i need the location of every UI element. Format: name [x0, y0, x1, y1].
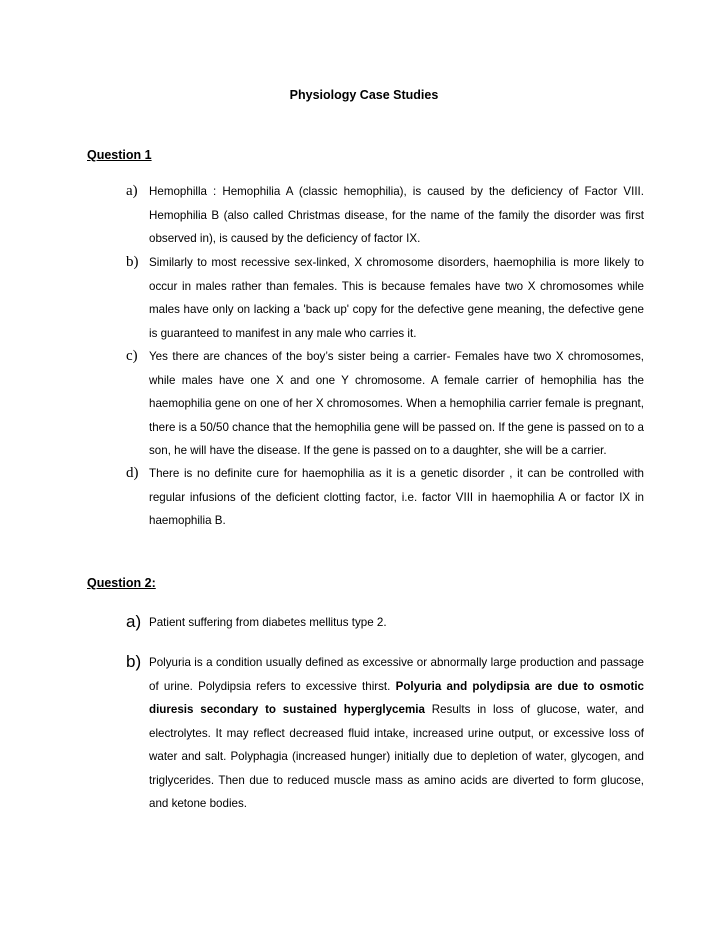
item-marker: c): [126, 348, 138, 364]
item-text: [149, 651, 644, 816]
item-text: Similarly to most recessive sex-linked, X chromosome disorders, haemophilia is more likely to occur in males rather than females. This is because females have two X chromosomes while males have only on lacking a 'back up' copy for the defective gene meaning, the defective gene is guaranteed to manifest in any male who carries it.: [149, 256, 644, 340]
question-2-heading: Question 2:: [87, 576, 156, 590]
question-2-item-a: [126, 611, 644, 635]
question-1-heading: Question 1: [87, 148, 152, 162]
item-text: Hemophilla : Hemophilia A (classic hemophilia), is caused by the deficiency of Factor VIII. Hemophilia B (also called Christmas disease, for the name of the family the disorder was first observed in), is caused by the deficiency of factor IX.: [149, 185, 644, 245]
item-marker: d): [126, 465, 139, 481]
item-text-plain-continued: Results in loss of glucose, water, and electrolytes. It may reflect decreased fluid intake, increased urine output, or excessive loss of water and salt. Polyphagia (increased hunger) initially due to depletion of water, glycogen, and triglycerides. Then due to reduced muscle mass as amino acids are diverted to form glucose, and ketone bodies.: [149, 703, 644, 810]
question-1-item-b: [126, 251, 644, 345]
item-marker: b): [126, 254, 139, 270]
item-text-plain: Polyuria is a condition usually defined as excessive or abnormally large production and passage of urine. Polydipsia refers to excessive thirst.: [149, 656, 644, 693]
item-marker: a): [126, 612, 142, 631]
page-title: Physiology Case Studies: [289, 88, 439, 102]
question-2-item-b: [126, 651, 644, 816]
item-text: Patient suffering from diabetes mellitus type 2.: [149, 616, 387, 629]
item-marker: a): [126, 183, 138, 199]
question-1-item-a: [126, 180, 644, 251]
item-text: There is no definite cure for haemophilia as it is a genetic disorder , it can be controlled with regular infusions of the deficient clotting factor, i.e. factor VIII in haemophilia A or factor IX in haemophilia B.: [149, 467, 644, 527]
question-1-item-c: [126, 345, 644, 463]
question-1-item-d: [126, 462, 644, 533]
item-text-bold: Polyuria and polydipsia are due to osmotic diuresis secondary to sustained hyperglycemia: [149, 679, 644, 716]
item-text: Yes there are chances of the boy’s sister being a carrier- Females have two X chromosomes, while males have one X and one Y chromosome. A female carrier of hemophilia has the haemophilia gene on one of her X chromosomes. When a hemophilia carrier female is pregnant, there is a 50/50 chance that the hemophilia gene will be passed on. If the gene is passed on to a son, he will have the disease. If the gene is passed on to a daughter, she will be a carrier.: [149, 350, 645, 457]
item-marker: b): [126, 652, 142, 671]
